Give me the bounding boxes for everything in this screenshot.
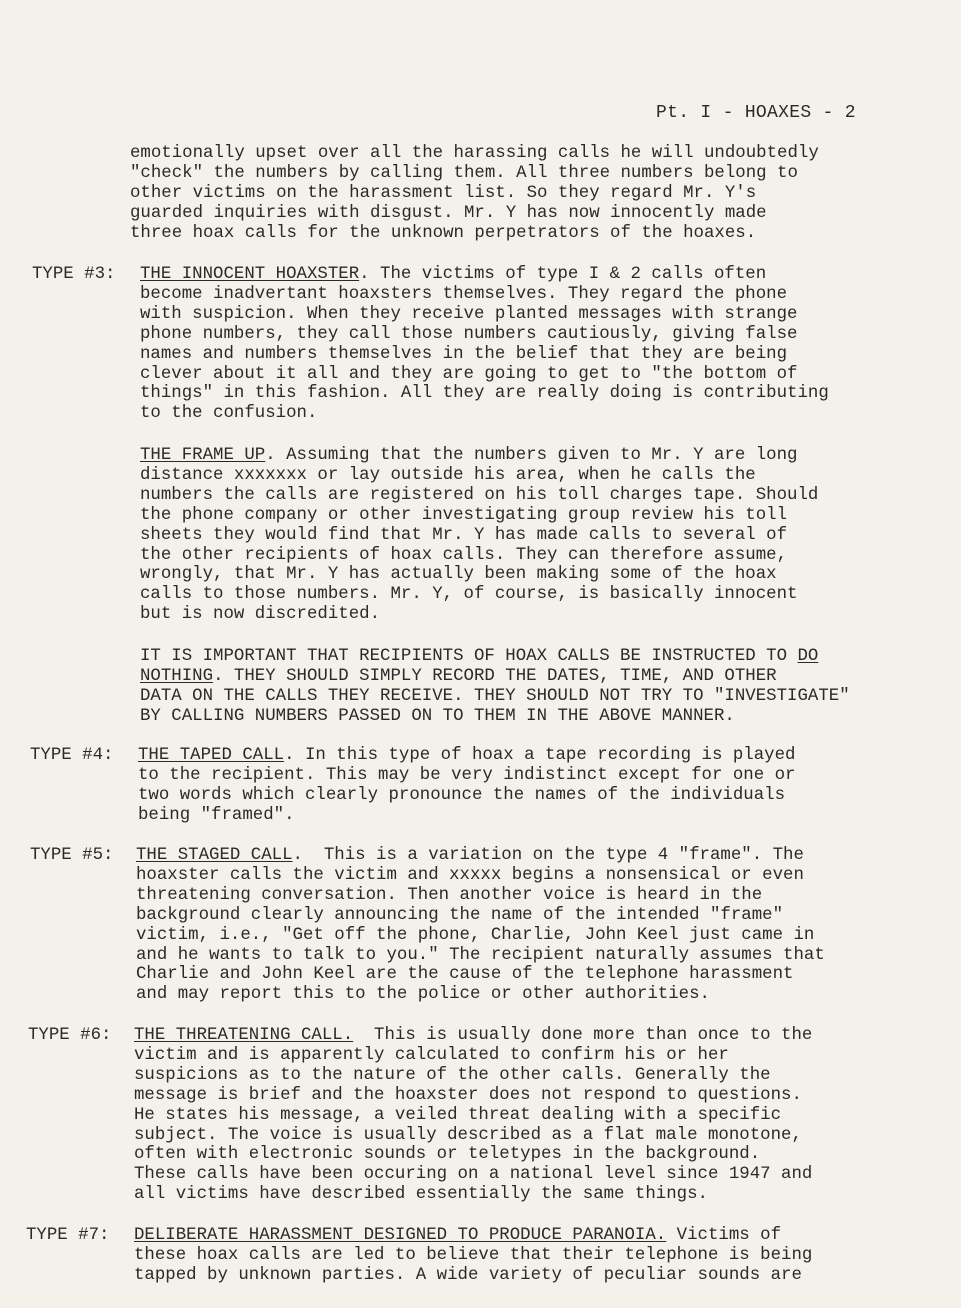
type4-heading: THE TAPED CALL [138,746,285,765]
type6-label: TYPE #6: [28,1026,112,1045]
type4-body [138,766,795,825]
type3-line: clever about it all and they are going to get to "the bottom of [140,364,798,384]
type3-heading: THE INNOCENT HOAXSTER [140,265,360,284]
type4-first-line: . In this type of hoax a tape recording is played [284,746,796,765]
type4-line: to the recipient. This may be very indistinct except for one or [138,765,796,785]
type5-body [136,866,825,1004]
frameup-line: calls to those numbers. Mr. Y, of course, is basically innocent [140,585,798,605]
important-line: DATA ON THE CALLS THEY RECEIVE. THEY SHOULD NOT TRY TO "INVESTIGATE" [140,686,850,706]
type5-line: threatening conversation. Then another voice is heard in the [136,885,763,905]
type3-paragraph [140,265,829,424]
frameup-line: but is now discredited. [140,605,381,625]
type7-heading: DELIBERATE HARASSMENT DESIGNED TO PRODUCE PARANOIA. [134,1226,667,1245]
type5-line: background clearly announcing the name of the intended "frame" [136,905,784,925]
type6-line: victim and is apparently calculated to confirm his or her [134,1045,729,1065]
intro-paragraph [130,144,819,244]
type6-line: message is brief and the hoaxster does not respond to questions. [134,1085,802,1105]
type5-line: hoaxster calls the victim and xxxxx begins a nonsensical or even [136,865,804,885]
type5-line: and he wants to talk to you." The recipient naturally assumes that [136,945,825,965]
intro-line: guarded inquiries with disgust. Mr. Y has now innocently made [130,203,767,223]
frameup-body [140,466,818,624]
type6-line: suspicions as to the nature of the other calls. Generally the [134,1065,771,1085]
type5-heading: THE STAGED CALL [136,846,293,865]
type3-line: phone numbers, they call those numbers cautiously, giving false [140,324,798,344]
frameup-line: wrongly, that Mr. Y has actually been making some of the hoax [140,565,777,585]
type7-line: tapped by unknown parties. A wide variety of peculiar sounds are [134,1265,802,1285]
type7-label: TYPE #7: [26,1226,110,1245]
intro-line: other victims on the harassment list. So they regard Mr. Y's [130,183,757,203]
type5-first-line: . This is a variation on the type 4 "frame". The [292,846,804,865]
type3-line: with suspicion. When they receive planted messages with strange [140,304,798,324]
frameup-line: numbers the calls are registered on his toll charges tape. Should [140,485,819,505]
intro-line: "check" the numbers by calling them. All three numbers belong to [130,163,798,183]
important-line: BY CALLING NUMBERS PASSED ON TO THEM IN THE ABOVE MANNER. [140,706,735,726]
frameup-line: distance xxxxxxx or lay outside his area, when he calls the [140,465,756,485]
frameup-paragraph [140,446,818,625]
frameup-line: the phone company or other investigating group review his toll [140,505,788,525]
important-body [140,687,850,726]
type4-line: being "framed". [138,805,295,825]
type4-paragraph [138,746,795,826]
important-nothing: NOTHING [140,666,214,686]
type7-paragraph [134,1226,812,1286]
intro-line: three hoax calls for the unknown perpetrators of the hoaxes. [130,223,757,243]
type5-line: victim, i.e., "Get off the phone, Charlie, John Keel just came in [136,925,815,945]
type3-body [140,285,829,423]
type6-body [134,1046,812,1204]
type3-line: to the confusion. [140,404,318,424]
type6-line: These calls have been occuring on a national level since 1947 and [134,1165,813,1185]
type5-paragraph [136,846,825,1005]
frameup-line: sheets they would find that Mr. Y has made calls to several of [140,525,788,545]
type4-label: TYPE #4: [30,746,114,765]
type7-body [134,1246,812,1285]
type5-label: TYPE #5: [30,846,114,865]
important-do: DO [797,647,819,666]
type6-line: subject. The voice is usually described as a flat male monotone, [134,1125,802,1145]
frameup-line: the other recipients of hoax calls. They can therefore assume, [140,545,788,565]
important-notice [140,647,850,727]
type6-line: He states his message, a veiled threat dealing with a specific [134,1105,782,1125]
type6-line: often with electronic sounds or teletypes in the background. [134,1145,761,1165]
important-line2: . THEY SHOULD SIMPLY RECORD THE DATES, TIME, AND OTHER [213,666,777,686]
type3-line: things" in this fashion. All they are really doing is contributing [140,384,829,404]
type3-line: become inadvertant hoaxsters themselves. They regard the phone [140,284,788,304]
type3-first-line: . The victims of type I & 2 calls often [359,265,767,284]
type6-first-line: This is usually done more than once to the [353,1026,813,1045]
type5-line: Charlie and John Keel are the cause of the telephone harassment [136,965,794,985]
type3-line: names and numbers themselves in the belief that they are being [140,344,788,364]
type5-line: and may report this to the police or other authorities. [136,985,710,1005]
important-line1: IT IS IMPORTANT THAT RECIPIENTS OF HOAX CALLS BE INSTRUCTED TO [140,647,798,666]
frameup-first-line: . Assuming that the numbers given to Mr. Y are long [265,446,798,465]
type6-paragraph [134,1026,812,1205]
type4-line: two words which clearly pronounce the names of the individuals [138,785,786,805]
type7-line: these hoax calls are led to believe that their telephone is being [134,1245,813,1265]
frameup-heading: THE FRAME UP [140,446,266,465]
type6-heading: THE THREATENING CALL. [134,1026,354,1045]
type7-first-line: Victims of [666,1226,782,1245]
type6-line: all victims have described essentially the same things. [134,1185,708,1205]
intro-line: emotionally upset over all the harassing calls he will undoubtedly [130,144,819,163]
type3-label: TYPE #3: [32,265,116,284]
page-header: Pt. I - HOAXES - 2 [656,103,856,123]
